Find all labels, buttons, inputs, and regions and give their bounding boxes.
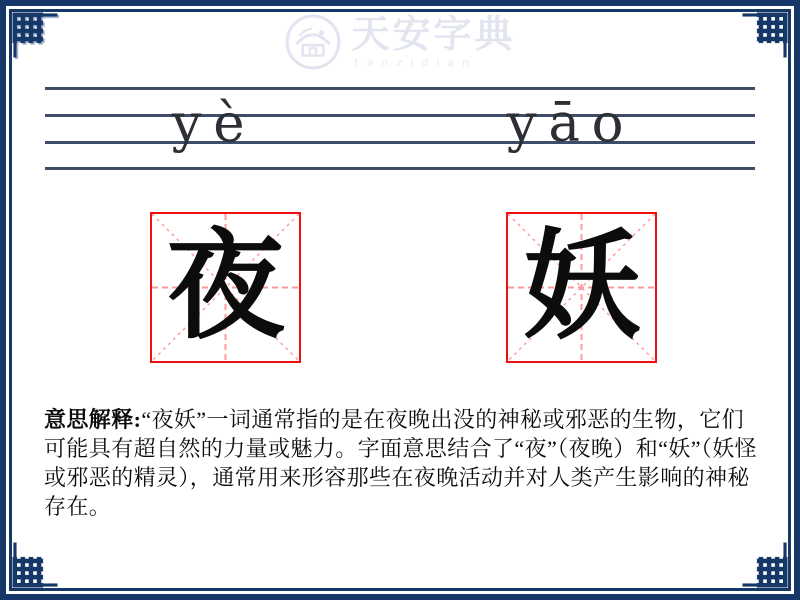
meaning-text: “夜妖”一词通常指的是在夜晚出没的神秘或邪恶的生物，它们可能具有超自然的力量或魅力。字面意思结合了“夜”（夜晚）和“妖”（妖怪或邪恶的精灵），通常用来形容那些在夜晚活动并对人类产生影响的神秘存在。 [44, 407, 758, 519]
pinyin-syllable-1: yè [171, 93, 257, 154]
brand-name: 天安字典 [351, 14, 516, 56]
staff-line [45, 87, 755, 90]
fret-corner-icon [738, 538, 792, 592]
fret-corner-icon [8, 538, 62, 592]
brand-tagline: tanzidian [354, 56, 478, 69]
hanzi-character-2: 妖 [522, 222, 641, 353]
staff-line [45, 167, 755, 170]
meaning-label: 意思解释: [44, 407, 142, 432]
seal-icon [284, 13, 342, 71]
character-grid-2 [506, 212, 657, 363]
hanzi-character-1: 夜 [166, 222, 285, 353]
character-grid-1 [150, 212, 301, 363]
meaning-paragraph [44, 405, 758, 521]
brand-logo [0, 13, 800, 71]
pinyin-syllable-2: yāo [506, 93, 636, 154]
